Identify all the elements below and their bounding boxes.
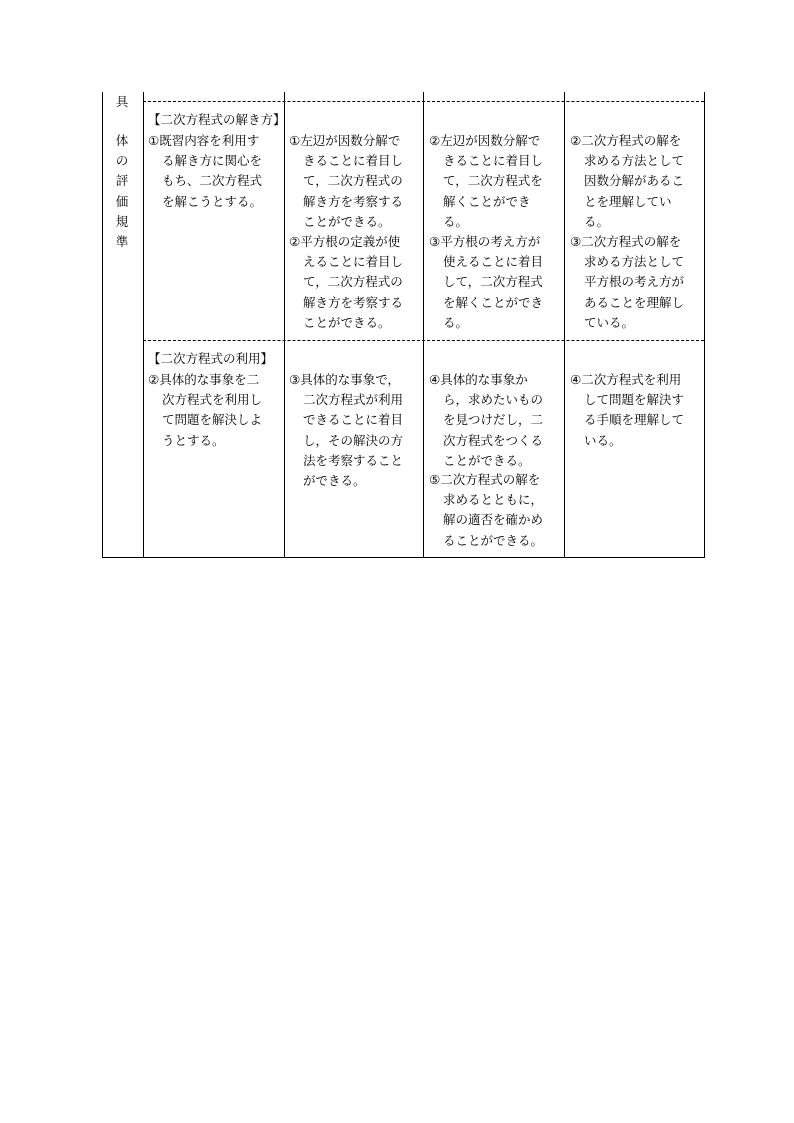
criterion-line: して問題を解決す <box>584 392 685 408</box>
criterion-line: ることができる。 <box>443 532 544 548</box>
criterion-line: ④具体的な事象か <box>429 372 528 387</box>
criterion-line: る手順を理解して <box>584 412 685 428</box>
criterion-line: て，二次方程式の <box>303 173 403 189</box>
criterion-line: ①既習内容を利用す <box>148 133 260 148</box>
row-header-char: 評 <box>115 173 129 188</box>
criterion-line: る。 <box>443 213 469 229</box>
criterion-item <box>429 370 543 471</box>
criterion-line: を解くことができ <box>443 294 544 310</box>
criterion-line: 求める方法として <box>584 254 685 270</box>
row-header-char: 具 <box>115 94 129 109</box>
criterion-line: 解き方を考察する <box>303 193 404 209</box>
row-header-char: 規 <box>115 214 129 229</box>
criterion-line: ことができる。 <box>303 213 391 229</box>
criterion-line: できることに着目 <box>303 412 404 428</box>
criterion-item <box>570 232 684 333</box>
criterion-item <box>429 470 543 551</box>
criterion-line: 次方程式をつくる <box>443 432 544 448</box>
criterion-line: 解き方を考察する <box>303 294 404 310</box>
criterion-line: きることに着目し <box>443 153 544 169</box>
criterion-line: ことができる。 <box>303 314 391 330</box>
criterion-line: ら，求めたいもの <box>443 392 544 408</box>
criterion-line: る解き方に関心を <box>162 153 263 169</box>
row-header-char: 準 <box>115 234 129 249</box>
criterion-line: 求める方法として <box>584 153 685 169</box>
criterion-line: ⑤二次方程式の解を <box>429 472 541 487</box>
table-right-border <box>704 92 705 558</box>
criterion-line: 因数分解があるこ <box>584 173 685 189</box>
criterion-line: ている。 <box>584 314 635 330</box>
criterion-line: ③具体的な事象で， <box>289 372 400 387</box>
criterion-item <box>289 131 403 232</box>
criterion-line: ことができる。 <box>443 452 531 468</box>
criterion-line: 法を考察すること <box>303 452 404 468</box>
criterion-line: し，その解決の方 <box>303 432 404 448</box>
criterion-line: て，二次方程式を <box>443 173 543 189</box>
table-bottom-border <box>102 557 705 558</box>
row-header-char: 価 <box>115 194 129 209</box>
section-heading: 【二次方程式の利用】 <box>148 351 274 366</box>
criterion-line: る。 <box>584 213 610 229</box>
criterion-line: ②具体的な事象を二 <box>148 372 260 387</box>
criterion-item <box>289 232 403 333</box>
criterion-line: えることに着目し <box>303 254 404 270</box>
criterion-line: ②左辺が因数分解で <box>429 133 541 148</box>
criterion-item <box>148 131 262 212</box>
criterion-item <box>429 232 543 333</box>
criterion-line: ①左辺が因数分解で <box>289 133 401 148</box>
criterion-line: 求めるとともに， <box>443 492 544 508</box>
row-header-char: 体 <box>115 133 129 148</box>
criterion-line: 二次方程式が利用 <box>303 392 404 408</box>
column-divider-4 <box>564 92 565 558</box>
criterion-item <box>148 370 262 451</box>
criterion-item <box>429 131 543 232</box>
criterion-line: ②二次方程式の解を <box>570 133 682 148</box>
criterion-line: ができる。 <box>303 473 366 489</box>
criterion-line: 使えることに着目 <box>443 254 544 270</box>
criterion-item <box>289 370 403 491</box>
criterion-line: て，二次方程式の <box>303 274 403 290</box>
criterion-line: うとする。 <box>162 432 225 448</box>
criterion-line: 解くことができ <box>443 193 531 209</box>
section-heading: 【二次方程式の解き方】 <box>148 112 286 127</box>
criterion-line: ③平方根の考え方が <box>429 234 541 249</box>
criterion-line: 平方根の考え方が <box>584 274 685 290</box>
criterion-item <box>570 370 684 451</box>
criterion-item <box>570 131 684 232</box>
criterion-line: とを理解してい <box>584 193 672 209</box>
column-divider-2 <box>284 92 285 558</box>
criterion-line: 次方程式を利用し <box>162 392 263 408</box>
row-header-char: の <box>115 153 129 168</box>
criterion-line: て問題を解決しよ <box>162 412 263 428</box>
criterion-line: 解の適否を確かめ <box>443 512 544 528</box>
criterion-line: あることを理解し <box>584 294 685 310</box>
criterion-line: きることに着目し <box>303 153 404 169</box>
criterion-line: ②平方根の定義が使 <box>289 234 401 249</box>
criterion-line: もち、二次方程式 <box>162 173 263 189</box>
section-separator-middle <box>143 340 704 341</box>
criterion-line: いる。 <box>584 432 622 448</box>
column-divider-3 <box>423 92 424 558</box>
criterion-line: ④二次方程式を利用 <box>570 372 682 387</box>
criterion-line: して，二次方程式 <box>443 274 543 290</box>
criterion-line: る。 <box>443 314 469 330</box>
column-divider-1 <box>143 92 144 558</box>
criterion-line: を解こうとする。 <box>162 193 263 209</box>
criterion-line: ③二次方程式の解を <box>570 234 682 249</box>
section-separator-top <box>143 101 704 102</box>
criterion-line: を見つけだし，二 <box>443 412 544 428</box>
